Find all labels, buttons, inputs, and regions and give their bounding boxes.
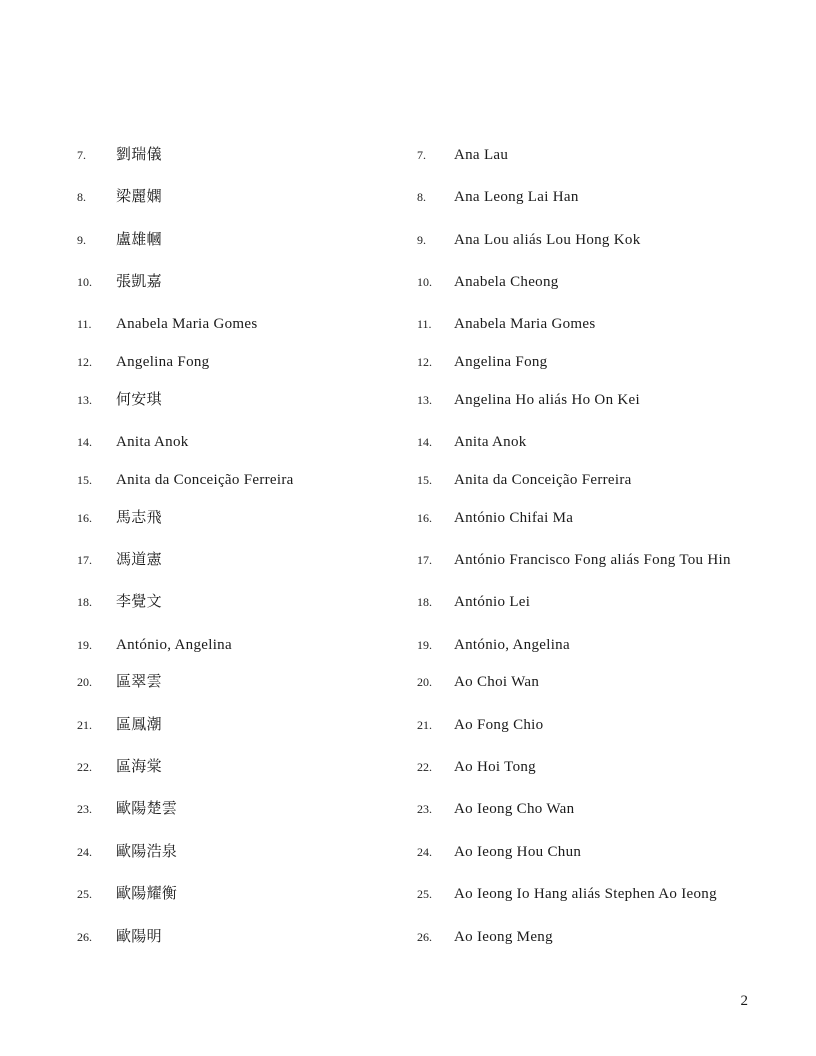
right-name: Angelina Fong — [454, 354, 548, 370]
right-name: António Lei — [454, 594, 531, 610]
left-item-number: 21. — [77, 718, 92, 732]
left-name: 張凱嘉 — [116, 274, 162, 290]
right-item-number: 8. — [417, 190, 426, 204]
left-name: 李覺文 — [116, 594, 162, 610]
right-name: António Chifai Ma — [454, 510, 574, 526]
list-item — [0, 431, 816, 453]
right-item-number: 10. — [417, 275, 432, 289]
left-name: 歐陽耀衡 — [116, 886, 178, 902]
right-item-number: 22. — [417, 760, 432, 774]
left-item-number: 8. — [77, 190, 86, 204]
left-item-number: 19. — [77, 638, 92, 652]
right-item-number: 26. — [417, 930, 432, 944]
right-item-number: 13. — [417, 393, 432, 407]
right-name: Ao Ieong Hou Chun — [454, 844, 582, 860]
right-item-number: 16. — [417, 511, 432, 525]
right-item-number: 19. — [417, 638, 432, 652]
left-name: Angelina Fong — [116, 354, 210, 370]
left-item-number: 12. — [77, 355, 92, 369]
list-item — [0, 926, 816, 948]
left-item-number: 16. — [77, 511, 92, 525]
left-item-number: 14. — [77, 435, 92, 449]
list-item — [0, 634, 816, 656]
left-name: 盧雄幗 — [116, 232, 162, 248]
left-item-number: 24. — [77, 845, 92, 859]
right-item-number: 14. — [417, 435, 432, 449]
left-name: 馬志飛 — [116, 510, 162, 526]
list-item — [0, 186, 816, 208]
left-item-number: 23. — [77, 802, 92, 816]
page-number: 2 — [740, 993, 748, 1009]
left-item-number: 26. — [77, 930, 92, 944]
right-name: Ao Ieong Cho Wan — [454, 801, 575, 817]
right-name: Ao Ieong Io Hang aliás Stephen Ao Ieong — [454, 886, 717, 902]
left-item-number: 25. — [77, 887, 92, 901]
list-item — [0, 591, 816, 613]
left-name: 區翠雲 — [116, 674, 162, 690]
left-name: 歐陽浩泉 — [116, 844, 178, 860]
left-item-number: 15. — [77, 473, 92, 487]
right-item-number: 17. — [417, 553, 432, 567]
right-item-number: 23. — [417, 802, 432, 816]
list-item — [0, 271, 816, 293]
list-item — [0, 313, 816, 335]
list-item — [0, 714, 816, 736]
left-name: Anita da Conceição Ferreira — [116, 472, 294, 488]
right-item-number: 9. — [417, 233, 426, 247]
right-item-number: 12. — [417, 355, 432, 369]
right-name: António, Angelina — [454, 637, 570, 653]
left-name: 馮道憲 — [116, 552, 162, 568]
list-item — [0, 756, 816, 778]
list-item — [0, 671, 816, 693]
right-item-number: 20. — [417, 675, 432, 689]
left-name: Anita Anok — [116, 434, 189, 450]
right-name: Anita Anok — [454, 434, 527, 450]
right-name: Ana Leong Lai Han — [454, 189, 579, 205]
right-name: Anabela Cheong — [454, 274, 559, 290]
right-item-number: 25. — [417, 887, 432, 901]
left-name: 梁麗嫻 — [116, 189, 162, 205]
left-name: 歐陽明 — [116, 929, 162, 945]
left-item-number: 11. — [77, 317, 92, 331]
left-name: Anabela Maria Gomes — [116, 316, 258, 332]
right-name: Anita da Conceição Ferreira — [454, 472, 632, 488]
left-item-number: 13. — [77, 393, 92, 407]
left-name: 劉瑞儀 — [116, 147, 162, 163]
right-name: Ao Choi Wan — [454, 674, 540, 690]
right-name: Anabela Maria Gomes — [454, 316, 596, 332]
left-name: 歐陽楚雲 — [116, 801, 178, 817]
list-item — [0, 229, 816, 251]
left-item-number: 10. — [77, 275, 92, 289]
right-item-number: 15. — [417, 473, 432, 487]
list-item — [0, 389, 816, 411]
right-name: Ao Ieong Meng — [454, 929, 553, 945]
left-item-number: 7. — [77, 148, 86, 162]
right-name: Ao Hoi Tong — [454, 759, 536, 775]
right-name: Ao Fong Chio — [454, 717, 544, 733]
left-item-number: 17. — [77, 553, 92, 567]
right-name: António Francisco Fong aliás Fong Tou Hin — [454, 552, 731, 568]
right-item-number: 7. — [417, 148, 426, 162]
list-item — [0, 883, 816, 905]
left-item-number: 9. — [77, 233, 86, 247]
list-item — [0, 144, 816, 166]
left-item-number: 18. — [77, 595, 92, 609]
right-name: Angelina Ho aliás Ho On Kei — [454, 392, 640, 408]
right-item-number: 21. — [417, 718, 432, 732]
right-item-number: 24. — [417, 845, 432, 859]
list-item — [0, 841, 816, 863]
right-name: Ana Lau — [454, 147, 509, 163]
list-item — [0, 798, 816, 820]
left-name: António, Angelina — [116, 637, 232, 653]
left-name: 區鳳潮 — [116, 717, 162, 733]
left-item-number: 20. — [77, 675, 92, 689]
list-item — [0, 469, 816, 491]
right-item-number: 11. — [417, 317, 432, 331]
list-item — [0, 351, 816, 373]
right-item-number: 18. — [417, 595, 432, 609]
left-name: 何安琪 — [116, 392, 162, 408]
left-item-number: 22. — [77, 760, 92, 774]
list-item — [0, 549, 816, 571]
left-name: 區海棠 — [116, 759, 162, 775]
right-name: Ana Lou aliás Lou Hong Kok — [454, 232, 641, 248]
list-item — [0, 507, 816, 529]
